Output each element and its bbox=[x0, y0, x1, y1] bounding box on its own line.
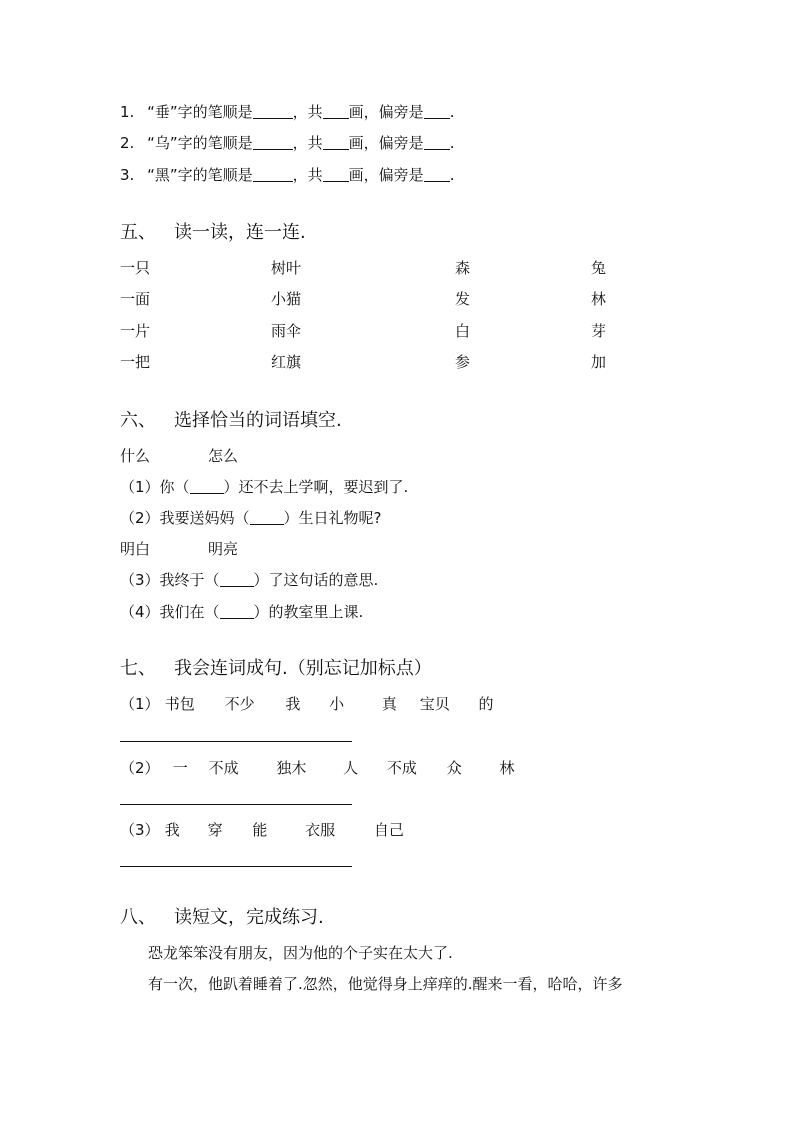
match-word[interactable]: 雨伞 bbox=[271, 322, 302, 340]
answer-blank[interactable] bbox=[250, 510, 284, 525]
section-title: 读短文，完成练习. bbox=[174, 907, 324, 928]
match-word[interactable]: 小猫 bbox=[271, 290, 302, 308]
match-char[interactable]: 参 bbox=[455, 353, 471, 371]
word-choice: 怎么 bbox=[208, 447, 239, 465]
word-token: 林 bbox=[499, 759, 515, 777]
section-number: 五、 bbox=[120, 222, 156, 243]
section-number: 六、 bbox=[120, 410, 156, 431]
target-character: “垂” bbox=[147, 103, 178, 121]
section-7-heading bbox=[120, 657, 432, 681]
word-choice: 什么 bbox=[120, 447, 151, 465]
question-label: （2） bbox=[120, 759, 160, 777]
stroke-order-blank[interactable] bbox=[253, 135, 293, 150]
word-token: 真 bbox=[381, 695, 397, 713]
word-token: 书包 bbox=[164, 695, 195, 713]
match-char[interactable]: 兔 bbox=[591, 259, 607, 277]
word-token: 能 bbox=[252, 821, 268, 839]
match-char[interactable]: 林 bbox=[591, 290, 607, 308]
question-number: 1. bbox=[120, 103, 135, 121]
answer-line[interactable] bbox=[120, 866, 352, 867]
word-token: 小 bbox=[329, 695, 345, 713]
question-number: 2. bbox=[120, 134, 135, 152]
section-6-heading bbox=[120, 409, 342, 433]
word-token: 人 bbox=[343, 759, 359, 777]
section-8-heading bbox=[120, 906, 324, 930]
section-5-heading bbox=[120, 221, 306, 245]
question-number: 3. bbox=[120, 166, 135, 184]
match-char[interactable]: 加 bbox=[591, 353, 607, 371]
question-label: （1） bbox=[120, 695, 160, 713]
fill-question-4: （4）我们在（ ）的教室里上课. bbox=[120, 603, 364, 621]
section-title: 选择恰当的词语填空. bbox=[174, 410, 342, 431]
word-choice: 明白 bbox=[120, 540, 151, 558]
word-token: 穿 bbox=[207, 821, 223, 839]
match-char[interactable]: 发 bbox=[455, 290, 471, 308]
passage-paragraph-2: 有一次，他趴着睡着了.忽然，他觉得身上痒痒的.醒来一看，哈哈，许多 bbox=[148, 975, 623, 993]
word-choice: 明亮 bbox=[208, 540, 239, 558]
radical-blank[interactable] bbox=[424, 104, 450, 119]
radical-blank[interactable] bbox=[424, 135, 450, 150]
stroke-question-1: 1. “垂”字的笔顺是 ，共 画，偏旁是 . bbox=[120, 103, 455, 121]
word-token: 独木 bbox=[276, 759, 307, 777]
target-character: “黑” bbox=[147, 166, 178, 184]
word-token: 不成 bbox=[386, 759, 417, 777]
stroke-count-blank[interactable] bbox=[323, 167, 349, 182]
answer-blank[interactable] bbox=[220, 572, 254, 587]
stroke-count-blank[interactable] bbox=[323, 135, 349, 150]
fill-question-3: （3）我终于（ ）了这句话的意思. bbox=[120, 571, 379, 589]
answer-blank[interactable] bbox=[190, 479, 224, 494]
fill-question-1: （1）你（ ）还不去上学啊，要迟到了. bbox=[120, 478, 409, 496]
match-char[interactable]: 芽 bbox=[591, 322, 607, 340]
word-token: 不成 bbox=[208, 759, 239, 777]
section-title: 我会连词成句.（别忘记加标点） bbox=[174, 658, 432, 679]
word-token: 的 bbox=[478, 695, 494, 713]
match-char[interactable]: 森 bbox=[455, 259, 471, 277]
stroke-question-3: 3. “黑”字的笔顺是 ，共 画，偏旁是 . bbox=[120, 166, 455, 184]
word-token: 宝贝 bbox=[419, 695, 450, 713]
match-word[interactable]: 一片 bbox=[120, 322, 151, 340]
sentence-question-2 bbox=[120, 758, 514, 778]
answer-line[interactable] bbox=[120, 804, 352, 805]
answer-blank[interactable] bbox=[220, 604, 254, 619]
match-word[interactable]: 树叶 bbox=[271, 259, 302, 277]
stroke-count-blank[interactable] bbox=[323, 104, 349, 119]
section-title: 读一读，连一连. bbox=[174, 222, 306, 243]
target-character: “乌” bbox=[147, 134, 178, 152]
word-token: 不少 bbox=[224, 695, 255, 713]
stroke-order-blank[interactable] bbox=[253, 167, 293, 182]
sentence-question-3 bbox=[120, 820, 404, 840]
match-word[interactable]: 一面 bbox=[120, 290, 151, 308]
word-token: 我 bbox=[164, 821, 180, 839]
word-token: 众 bbox=[446, 759, 462, 777]
match-word[interactable]: 红旗 bbox=[271, 353, 302, 371]
radical-blank[interactable] bbox=[424, 167, 450, 182]
fill-question-2: （2）我要送妈妈（ ）生日礼物呢? bbox=[120, 509, 382, 527]
word-token: 一 bbox=[172, 759, 188, 777]
section-number: 七、 bbox=[120, 658, 156, 679]
sentence-question-1 bbox=[120, 694, 493, 714]
match-word[interactable]: 一把 bbox=[120, 353, 151, 371]
answer-line[interactable] bbox=[120, 741, 352, 742]
stroke-question-2: 2. “乌”字的笔顺是 ，共 画，偏旁是 . bbox=[120, 134, 455, 152]
match-word[interactable]: 一只 bbox=[120, 259, 151, 277]
stroke-order-blank[interactable] bbox=[253, 104, 293, 119]
match-char[interactable]: 白 bbox=[455, 322, 471, 340]
section-number: 八、 bbox=[120, 907, 156, 928]
word-token: 自己 bbox=[373, 821, 404, 839]
word-token: 我 bbox=[285, 695, 301, 713]
word-token: 衣服 bbox=[305, 821, 336, 839]
passage-paragraph-1: 恐龙笨笨没有朋友，因为他的个子实在太大了. bbox=[148, 944, 453, 962]
question-label: （3） bbox=[120, 821, 160, 839]
